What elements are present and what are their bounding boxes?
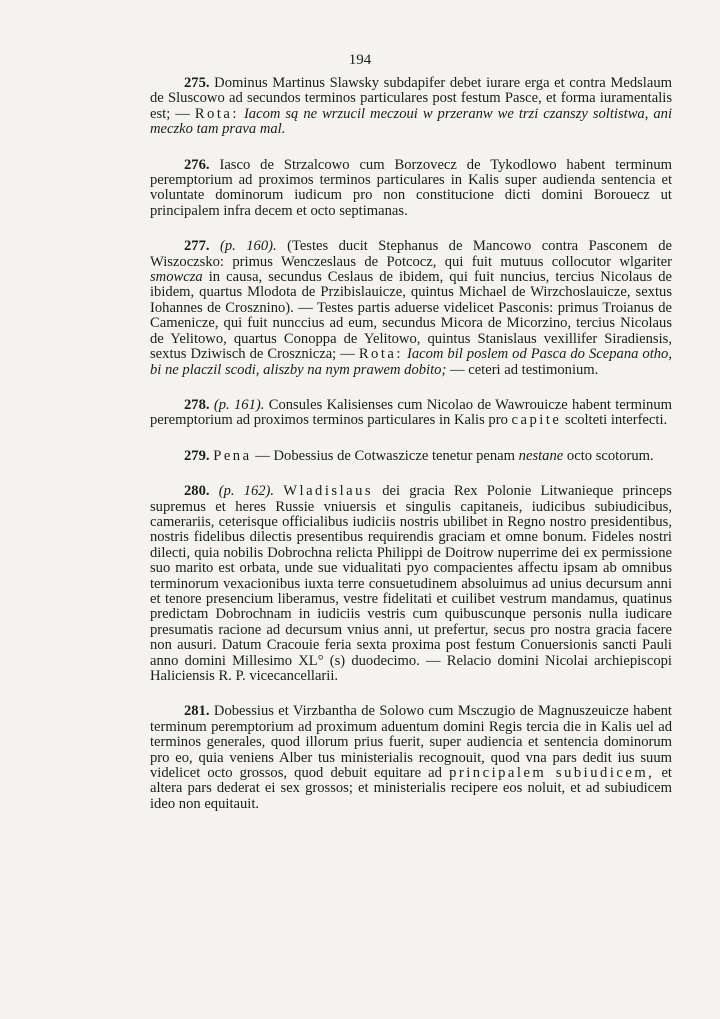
oath-formula: Iacom bil poslem od Pasca do Scepana otho, bi ne placzil scodi, aliszby na nym prawem dobito; [150, 346, 672, 378]
entry-text: dei gracia Rex Polonie Litwanieque princeps supremus et heres Russie vniuersis et singulis capitaneis, iudicibus subiudicibus, camerariis, ceterisque officialibus iudiciis nostris ubilibet in Regno nostro presidentibus, nostris fidelibus dilectis presentibus requirendis graciam et omne bonum. Fideles nostri dilecti, quia nobilis Dobrochna relicta Philippi de Doitrow nuperrime dei ex permissione suo marito est orbata, unde sue vidualitati pyo compacientes affectu ipsam ab omnibus terminorum vexacionibus iuxta terre consuetudinem absoluimus ad unius decursum anni et tenore presencium liberamus, vestre fidelitati et cuilibet vestrum mandamus, quatinus predictam Dobrochnam in iudiciis vestris cum quibuscunque personis nulla iudicare presumatis racione ad decursum vnius anni, ut prefertur, secus pro nostra gracia facere non ausuri. Datum Cracouie feria sexta proxima post festum Conuersionis sancti Pauli anno domini Millesimo XL° (s) duodecimo. — Relacio domini Nicolai archiepiscopi Haliciensis R. P. vicecancellarii. [150, 483, 672, 684]
entry-text: — Dobessius de Cotwaszicze tenetur penam [255, 447, 516, 464]
entry-text: (Testes ducit Stephanus de Mancowo contra Pasconem de Wiszoczsko: primus Wenczeslaus de Potcocz, qui fuit mutuus collocutor wlgariter [150, 238, 672, 270]
spaced-term: principalem subiudicem, [449, 765, 655, 782]
entry-281 [150, 704, 672, 812]
vernacular-term: smowcza [150, 269, 203, 286]
page-number: 194 [348, 52, 372, 68]
entry-number: 279. [184, 447, 210, 464]
entry-text-cont: et altera pars dederat ei sex grossos; et ministerialis recipere eos noluit, et ad subiudicem ideo non equitauit. [150, 765, 672, 812]
entry-275 [150, 76, 672, 138]
entries [150, 76, 672, 832]
formula-keyword: Rota: [358, 346, 403, 363]
formula-keyword: Rota: [194, 105, 239, 122]
entry-text-cont: in causa, secundus Ceslaus de ibidem, qui fuit nuncius, tercius Nicolaus de ibidem, quartus Mlodota de Przibislauicze, quintus Michael de Wirzchoslauicze, sextus Iohannes de Crosznino). — Testes partis aduerse videlicet Pasconis: primus Troianus de Camenicze, qui fuit nunccius ad eum, secundus Micora de Micorzino, tercius Nicolaus de Yelitowo, quartus Conoppa de Yelitowo, quintus Stanislaus vexillifer Siradiensis, sextus Dziwisch de Crosznicza; — [150, 269, 672, 363]
spaced-term: capite [511, 412, 562, 429]
entry-text-cont: scolteti interfecti. [565, 412, 668, 429]
entry-text: Iasco de Strzalcowo cum Borzovecz de Tykodlowo habent terminum peremptorium ad proximos terminos particulares in Kalis super audienda sentencia et voluntate dominorum iudicum pro non constitucione dicti domini Borouecz ut principalem infra decem et octo septimanas. [150, 156, 672, 219]
vernacular-term: nestane [518, 447, 564, 464]
entry-tail: — ceteri ad testimonium. [449, 361, 599, 378]
entry-277 [150, 239, 672, 378]
page-reference: (p. 162). [218, 483, 275, 500]
spaced-term: Pena [213, 447, 252, 464]
entry-tail: octo scotorum. [566, 447, 654, 464]
entry-number: 280. [184, 483, 210, 500]
entry-280 [150, 484, 672, 684]
entry-text: Dobessius et Virzbantha de Solowo cum Msczugio de Magnuszeuicze habent terminum peremptorium ad proximum aduentum domini Regis tercia die in Kalis uel ad terminos generales, quod illorum prius fuerit, super audiencia et sentencia dominorum pro eo, quia veniens Alber tus ministerialis recognouit, quod vna pars dedit ius suum videlicet octo grossos, quod debuit equitare ad [150, 703, 672, 782]
entry-number: 277. [184, 238, 210, 255]
entry-number: 276. [184, 156, 210, 173]
entry-text: Consules Kalisienses cum Nicolao de Wawrouicze habent terminum peremptorium ad proximos terminos particulares in Kalis pro [150, 396, 672, 429]
page-reference: (p. 161). [213, 396, 265, 413]
entry-276 [150, 158, 672, 220]
entry-text: Dominus Martinus Slawsky subdapifer debet iurare erga et contra Medslaum de Sluscowo ad secundos terminos particulares post festum Pasce, et forma iuramentalis est; — [150, 75, 672, 122]
entry-278 [150, 398, 672, 429]
oath-formula: Iacom są ne wrzucil meczoui w przeranw we trzi czanszy soltistwa, ani meczko tam prava mal. [150, 105, 673, 138]
entry-number: 281. [184, 703, 210, 720]
entry-number: 275. [184, 75, 210, 91]
page-reference: (p. 160). [219, 238, 277, 255]
spaced-term: Wladislaus [283, 483, 374, 500]
entry-number: 278. [184, 396, 210, 413]
entry-279 [150, 449, 672, 464]
